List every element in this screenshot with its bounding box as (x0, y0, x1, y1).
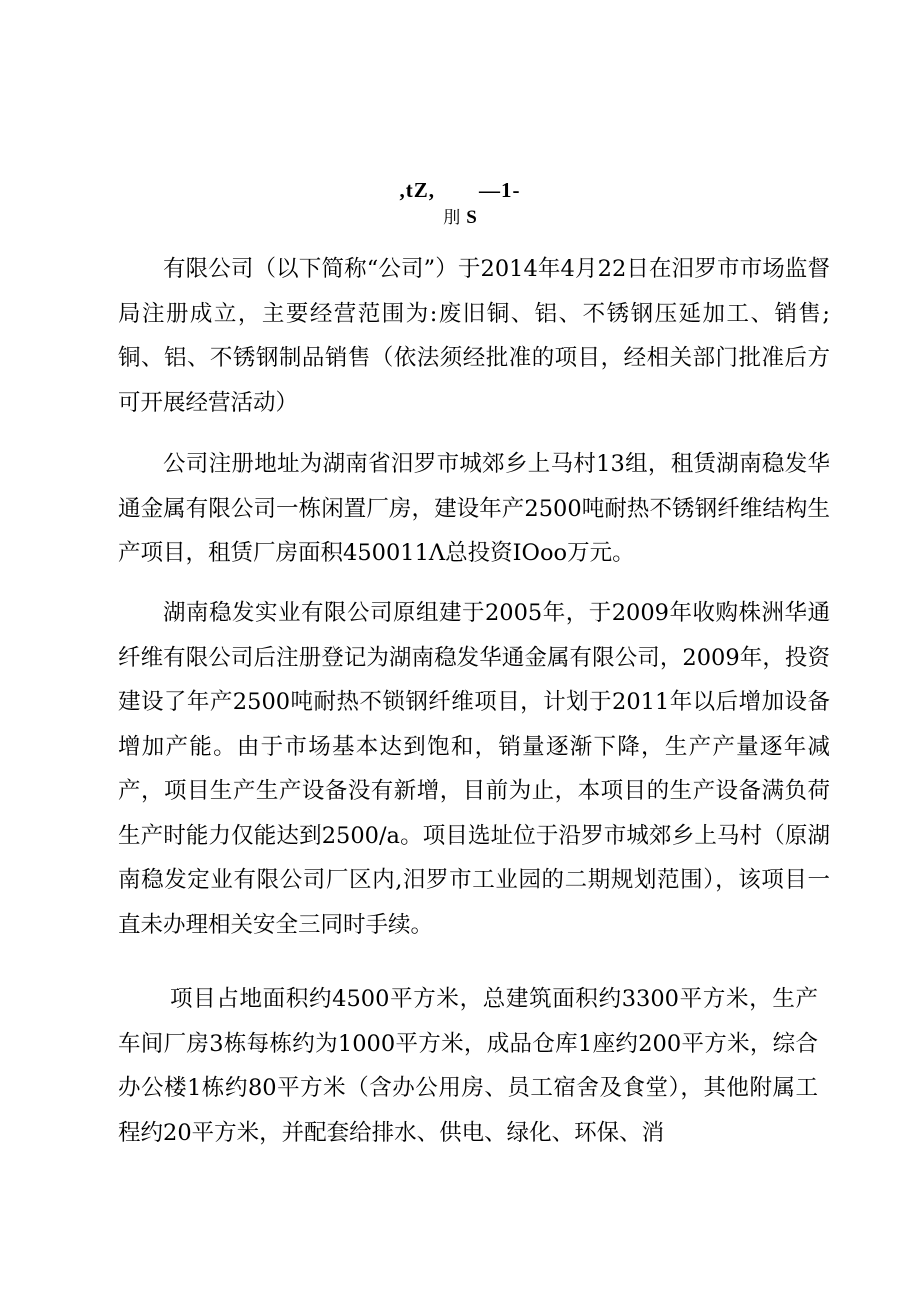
heading-fragment-right: —1- (479, 178, 521, 202)
heading-letter: S (466, 207, 477, 228)
paragraph-project-area: 项目占地面积约4500平方米，总建筑面积约3300平方米，生产车间厂房3栋每栋约为1000平方米，成品仓库1座约200平方米，综合办公楼1栋约80平方米（含办公用房、员工宿舍及食堂），其他附属工程约20平方米，并配套给排水、供电、绿化、环保、消 (118, 986, 818, 1146)
document-heading-line2 (0, 203, 920, 229)
paragraph-company-intro: 有限公司（以下简称“公司”）于2014年4月22日在汨罗市市场监督局注册成立，主要经营范围为:废旧铜、铝、不锈钢压延加工、销售;铜、铝、不锈钢制品销售（依法须经批准的项目，经相关部门批准后方可开展经营活动） (118, 256, 830, 416)
heading-fragment-left: ,tZ, (399, 178, 435, 202)
heading-char: 刖 (443, 208, 461, 228)
paragraph-company-history: 湖南稳发实业有限公司原组建于2005年，于2009年收购株洲华通纤维有限公司后注册登记为湖南稳发华通金属有限公司，2009年，投资建设了年产2500吨耐热不锁钢纤维项目，计划于2011年以后增加设备增加产能。由于市场基本达到饱和，销量逐渐下降，生产产量逐年减产，项目生产生产设备没有新增，目前为止，本项目的生产设备满负荷生产时能力仅能达到2500/a。项目选址位于沿罗市城郊乡上马村（原湖南稳发定业有限公司厂区内,汨罗市工业园的二期规划范围），该项目一直未办理相关安全三同时手续。 (118, 600, 830, 938)
paragraph-registered-address: 公司注册地址为湖南省汨罗市城郊乡上马村13组，租赁湖南稳发华通金属有限公司一栋闲置厂房，建设年产2500吨耐热不锈钢纤维结构生产项目，租赁厂房面积450011Λ总投资IOoo万元。 (118, 451, 830, 566)
document-heading-line1 (0, 178, 920, 203)
